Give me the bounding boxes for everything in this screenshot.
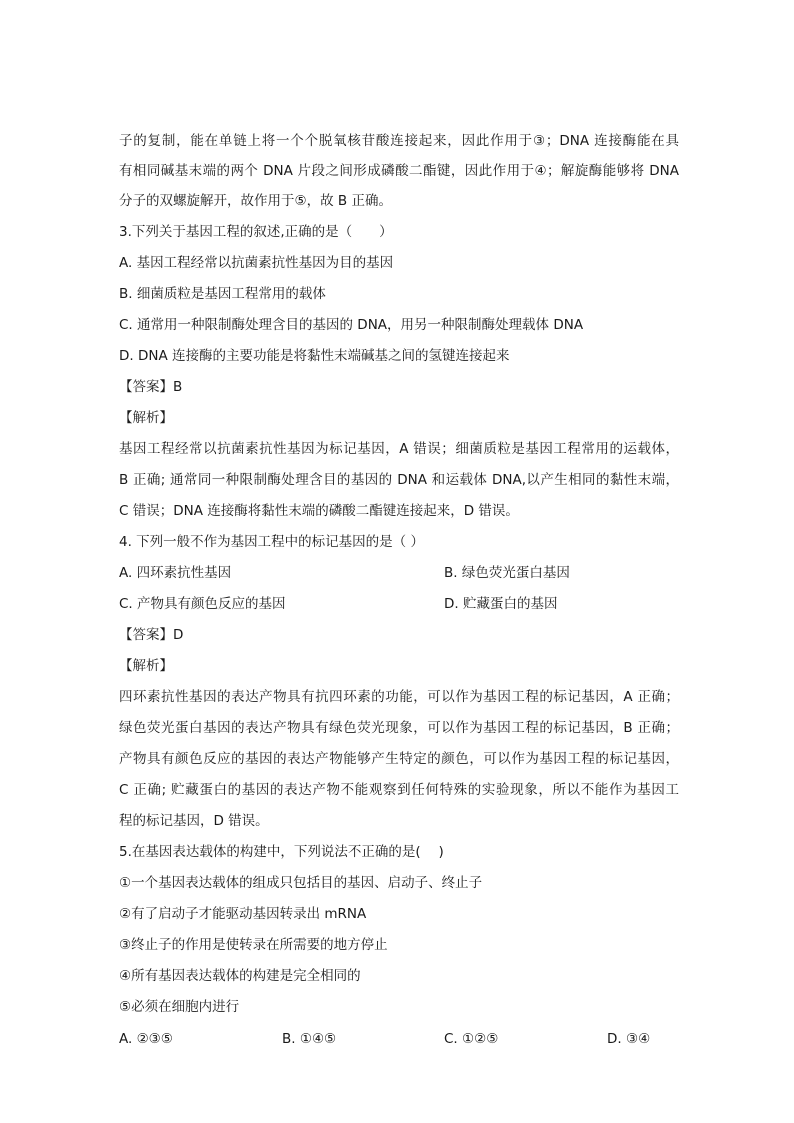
q4-analysis-label: 【解析】 — [119, 658, 173, 674]
q4-stem: 4. 下列一般不作为基因工程中的标记基因的是（ ） — [119, 534, 424, 550]
q5-option-c: C. ①②⑤ — [444, 1031, 499, 1047]
q5-statement-1: ①一个基因表达载体的组成只包括目的基因、启动子、终止子 — [119, 875, 483, 891]
q3-option-d: D. DNA 连接酶的主要功能是将黏性末端碱基之间的氢键连接起来 — [119, 348, 510, 364]
intro-line-2: 有相同碱基末端的两个 DNA 片段之间形成磷酸二酯键，因此作用于④；解旋酶能够将 DNA — [119, 163, 679, 179]
q4-option-c: C. 产物具有颜色反应的基因 — [119, 596, 286, 612]
q4-option-b: B. 绿色荧光蛋白基因 — [444, 565, 570, 581]
q3-analysis-label: 【解析】 — [119, 410, 173, 426]
q3-analysis-line-2: B 正确; 通常同一种限制酶处理含目的基因的 DNA 和运载体 DNA,以产生相同的黏性末端， — [119, 472, 679, 488]
q4-option-d: D. 贮藏蛋白的基因 — [444, 596, 558, 612]
q3-analysis-line-1: 基因工程经常以抗菌素抗性基因为标记基因，A 错误；细菌质粒是基因工程常用的运载体， — [119, 441, 679, 457]
q4-analysis-line-1: 四环素抗性基因的表达产物具有抗四环素的功能，可以作为基因工程的标记基因，A 正确； — [119, 689, 679, 705]
q4-answer: 【答案】D — [119, 627, 184, 643]
q3-option-b: B. 细菌质粒是基因工程常用的载体 — [119, 286, 326, 302]
q5-option-d: D. ③④ — [607, 1031, 651, 1047]
q5-option-b: B. ①④⑤ — [282, 1031, 337, 1047]
q3-option-a: A. 基因工程经常以抗菌素抗性基因为目的基因 — [119, 255, 394, 271]
intro-line-1: 子的复制，能在单链上将一个个脱氧核苷酸连接起来，因此作用于③；DNA 连接酶能在具 — [119, 133, 679, 149]
q4-option-a: A. 四环素抗性基因 — [119, 565, 232, 581]
q4-analysis-line-5: 程的标记基因，D 错误。 — [119, 813, 269, 829]
q3-option-c: C. 通常用一种限制酶处理含目的基因的 DNA，用另一种限制酶处理载体 DNA — [119, 317, 584, 333]
q5-statement-2: ②有了启动子才能驱动基因转录出 mRNA — [119, 906, 367, 922]
q5-statement-3: ③终止子的作用是使转录在所需要的地方停止 — [119, 937, 388, 953]
q5-statement-4: ④所有基因表达载体的构建是完全相同的 — [119, 968, 361, 984]
intro-line-3: 分子的双螺旋解开，故作用于⑤，故 B 正确。 — [119, 193, 392, 209]
q3-stem: 3.下列关于基因工程的叙述,正确的是（ ） — [119, 224, 393, 240]
q3-analysis-line-3: C 错误；DNA 连接酶将黏性末端的磷酸二酯键连接起来，D 错误。 — [119, 503, 519, 519]
q4-analysis-line-2: 绿色荧光蛋白基因的表达产物具有绿色荧光现象，可以作为基因工程的标记基因，B 正确； — [119, 720, 679, 736]
q4-analysis-line-3: 产物具有颜色反应的基因的表达产物能够产生特定的颜色，可以作为基因工程的标记基因， — [119, 751, 679, 767]
q5-stem: 5.在基因表达载体的构建中，下列说法不正确的是( ) — [119, 844, 444, 860]
q5-option-a: A. ②③⑤ — [119, 1031, 173, 1047]
q3-answer: 【答案】B — [119, 379, 183, 395]
q5-statement-5: ⑤必须在细胞内进行 — [119, 999, 240, 1015]
q4-analysis-line-4: C 正确; 贮藏蛋白的基因的表达产物不能观察到任何特殊的实验现象，所以不能作为基因工 — [119, 782, 679, 798]
